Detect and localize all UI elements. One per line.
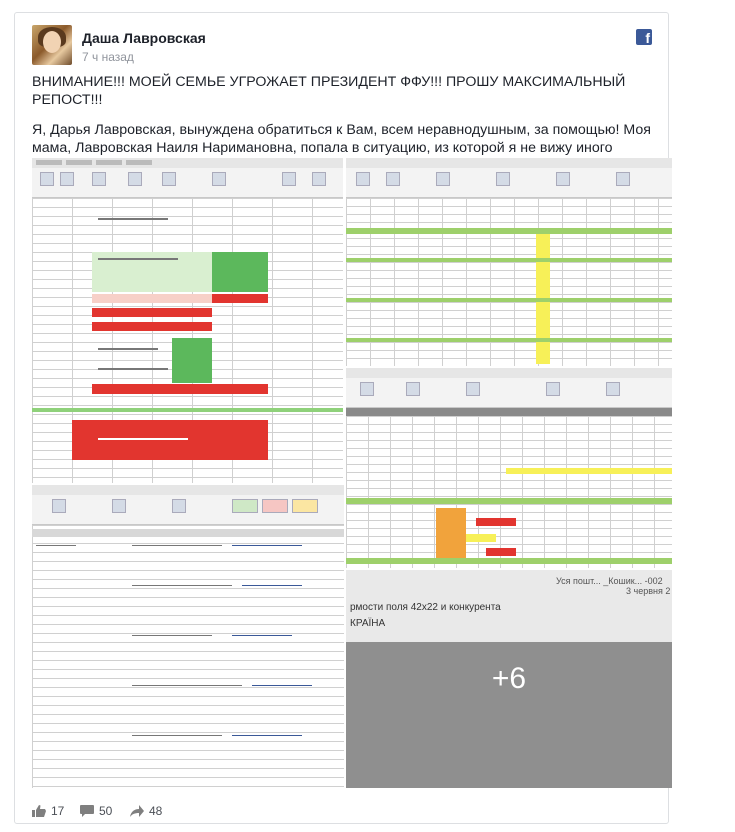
more-photos-count[interactable]: +6	[491, 662, 527, 695]
excel-ribbon	[32, 158, 343, 198]
facebook-post-card	[14, 12, 669, 824]
spreadsheet-grid	[346, 408, 672, 568]
excel-ribbon	[346, 158, 672, 198]
likes-count-item[interactable]	[32, 804, 64, 818]
shares-count-item[interactable]	[130, 804, 162, 818]
gallery-photo-3[interactable]	[346, 368, 672, 568]
comment-icon	[80, 805, 94, 817]
spreadsheet-grid	[346, 198, 672, 366]
preview-text-3: рмости поля 42х22 и конкурента	[350, 602, 501, 613]
excel-ribbon	[32, 485, 344, 525]
avatar[interactable]	[32, 25, 72, 65]
post-body-text: Я, Дарья Лавровская, вынуждена обратиться к Вам, всем неравнодушным, за помощью! Моя мама, Лавровская Наиля Наримановна, попала в ситуацию, из которой я не вижу иного	[32, 122, 651, 156]
likes-count: 17	[51, 804, 65, 818]
excel-ribbon	[346, 368, 672, 408]
gallery-photo-4[interactable]	[32, 485, 344, 788]
preview-text-1: Уся пошт... _Кошик... -002	[556, 576, 663, 586]
post-timestamp[interactable]: 7 ч назад	[82, 50, 134, 64]
preview-text-4: КРАЇНА	[350, 618, 386, 629]
photo-gallery	[32, 158, 672, 788]
spreadsheet-grid	[32, 525, 344, 788]
gallery-more-photos[interactable]	[346, 570, 672, 788]
comments-count-item[interactable]	[80, 804, 112, 818]
author-name[interactable]: Даша Лавровская	[82, 30, 206, 46]
facebook-icon[interactable]: f	[636, 29, 652, 45]
comments-count: 50	[99, 804, 113, 818]
share-arrow-icon	[130, 805, 144, 817]
thumbs-up-icon	[32, 805, 46, 817]
post-headline: ВНИМАНИЕ!!! МОЕЙ СЕМЬЕ УГРОЖАЕТ ПРЕЗИДЕНТ ФФУ!!! ПРОШУ МАКСИМАЛЬНЫЙ РЕПОСТ!!!	[32, 74, 626, 108]
shares-count: 48	[149, 804, 163, 818]
post-reactions-bar	[32, 801, 652, 821]
gallery-photo-2[interactable]	[346, 158, 672, 366]
avatar-face	[43, 31, 61, 53]
preview-text-2: 3 червня 2	[626, 586, 671, 596]
gallery-photo-1[interactable]	[32, 158, 344, 483]
spreadsheet-grid	[32, 198, 343, 483]
post-header	[32, 25, 652, 69]
